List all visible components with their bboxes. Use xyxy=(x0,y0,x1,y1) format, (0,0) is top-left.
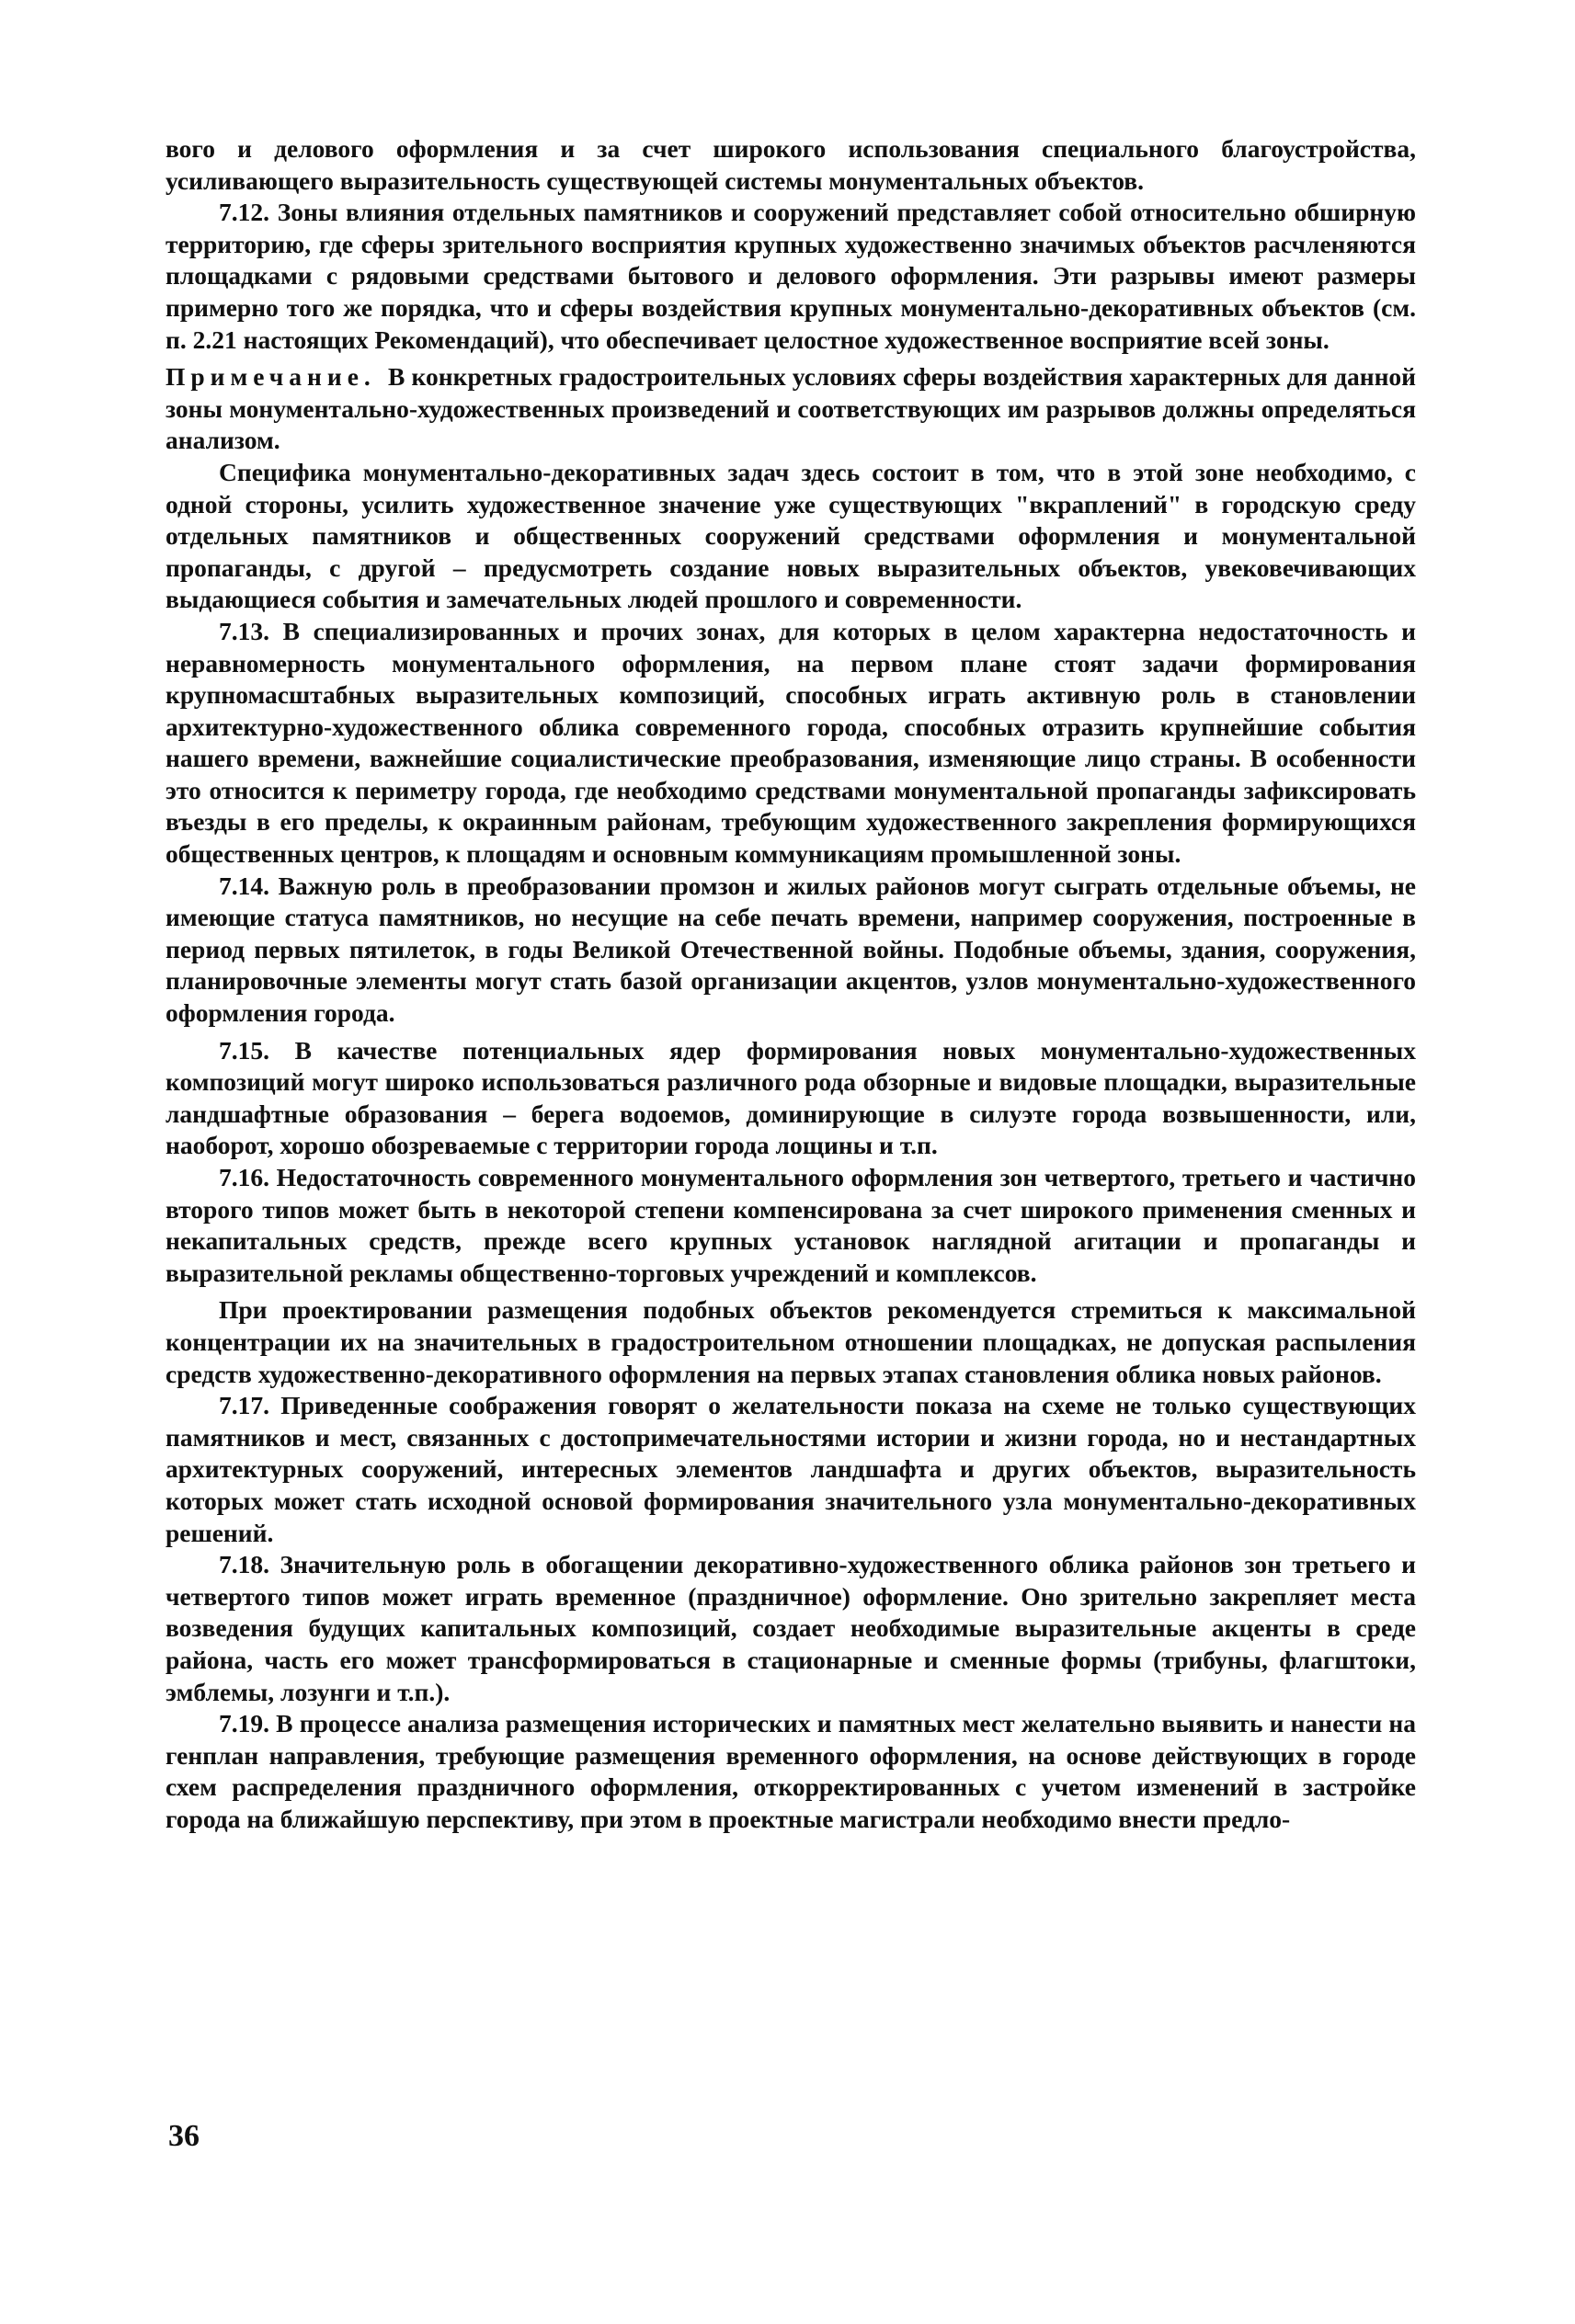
paragraph-7-12: 7.12. Зоны влияния отдельных памятников и сооружений представляет собой относительно обширную территорию, где сферы зрительного восприятия крупных художественно значимых объектов расчленяются площадками с рядовыми средствами бытового и делового оформления. Эти разрывы имеют размеры примерно того же порядка, что и сферы воздействия крупных монументально-декоративных объектов (см. п. 2.21 настоящих Рекомендаций), что обеспечивает целостное художественное восприятие всей зоны. xyxy=(165,198,1416,354)
document-page xyxy=(165,133,1416,1835)
paragraph-7-16: 7.16. Недостаточность современного монументального оформления зон четвертого, третьего и частично второго типов может быть в некоторой степени компенсирована за счет широкого применения сменных и некапитальных средств, прежде всего крупных установок наглядной агитации и пропаганды и выразительной рекламы общественно-торговых учреждений и комплексов. xyxy=(165,1163,1416,1287)
paragraph-specifics: Специфика монументально-декоративных задач здесь состоит в том, что в этой зоне необходимо, с одной стороны, усилить художественное значение уже существующих "вкраплений" в городскую среду отдельных памятников и общественных сооружений средствами оформления и монументальной пропаганды, с другой – предусмотреть создание новых выразительных объектов, увековечивающих выдающиеся события и замечательных людей прошлого и современности. xyxy=(165,457,1416,614)
page-number: 36 xyxy=(168,2119,200,2153)
note-label: Примечание. xyxy=(165,362,389,392)
paragraph-7-14: 7.14. Важную роль в преобразовании промзон и жилых районов могут сыграть отдельные объемы, не имеющие статуса памятников, но несущие на себе печать времени, например сооружения, построенные в период первых пятилеток, в годы Великой Отечественной войны. Подобные объемы, здания, сооружения, планировочные элементы могут стать базой организации акцентов, узлов монументально-художественного оформления города. xyxy=(165,871,1416,1028)
paragraph-7-13: 7.13. В специализированных и прочих зонах, для которых в целом характерна недостаточность и неравномерность монументального оформления, на первом плане стоят задачи формирования крупномасштабных выразительных композиций, способных играть активную роль в становлении архитектурно-художественного облика современного города, способных отразить крупнейшие события нашего времени, важнейшие социалистические преобразования, изменяющие лицо страны. В особенности это относится к периметру города, где необходимо средствами монументальной пропаганды зафиксировать въезды в его пределы, к окраинным районам, требующим художественного закрепления формирующихся общественных центров, к площадям и основным коммуникациям промышленной зоны. xyxy=(165,616,1416,869)
paragraph-7-15: 7.15. В качестве потенциальных ядер формирования новых монументально-художественных композиций могут широко использоваться различного рода обзорные и видовые площадки, выразительные ландшафтные образования – берега водоемов, доминирующие в силуэте города возвышенности, или, наоборот, хорошо обозреваемые с территории города лощины и т.п. xyxy=(165,1035,1416,1160)
paragraph-7-18: 7.18. Значительную роль в обогащении декоративно-художественного облика районов зон третьего и четвертого типов может играть временное (праздничное) оформление. Оно зрительно закрепляет места возведения будущих капитальных композиций, создает необходимые выразительные акценты в среде района, часть его может трансформироваться в стационарные и сменные формы (трибуны, флагштоки, эмблемы, лозунги и т.п.). xyxy=(165,1550,1416,1706)
paragraph-note xyxy=(165,361,1416,457)
paragraph-continuation: вого и делового оформления и за счет широкого использования специального благоустройства, усиливающего выразительность существующей системы монументальных объектов. xyxy=(165,134,1416,195)
paragraph-7-19: 7.19. В процессе анализа размещения исторических и памятных мест желательно выявить и нанести на генплан направления, требующие размещения временного оформления, на основе действующих в городе схем распределения праздничного оформления, откорректированных с учетом изменений в застройке города на ближайшую перспективу, при этом в проектные магистрали необходимо внести предло- xyxy=(165,1709,1416,1833)
paragraph-7-16-continued: При проектировании размещения подобных объектов рекомендуется стремиться к максимальной концентрации их на значительных в градостроительном отношении площадках, не допуская распыления средств художественно-декоративного оформления на первых этапах становления облика новых районов. xyxy=(165,1295,1416,1388)
note-text: В конкретных градостроительных условиях сферы воздействия характерных для данной зоны монументально-художественных произведений и соответствующих им разрывов должны определяться анализом. xyxy=(165,362,1417,455)
paragraph-7-17: 7.17. Приведенные соображения говорят о желательности показа на схеме не только существующих памятников и мест, связанных с достопримечательностями истории и жизни города, но и нестандартных архитектурных сооружений, интересных элементов ландшафта и других объектов, выразительность которых может стать исходной основой формирования значительного узла монументально-декоративных решений. xyxy=(165,1391,1416,1547)
